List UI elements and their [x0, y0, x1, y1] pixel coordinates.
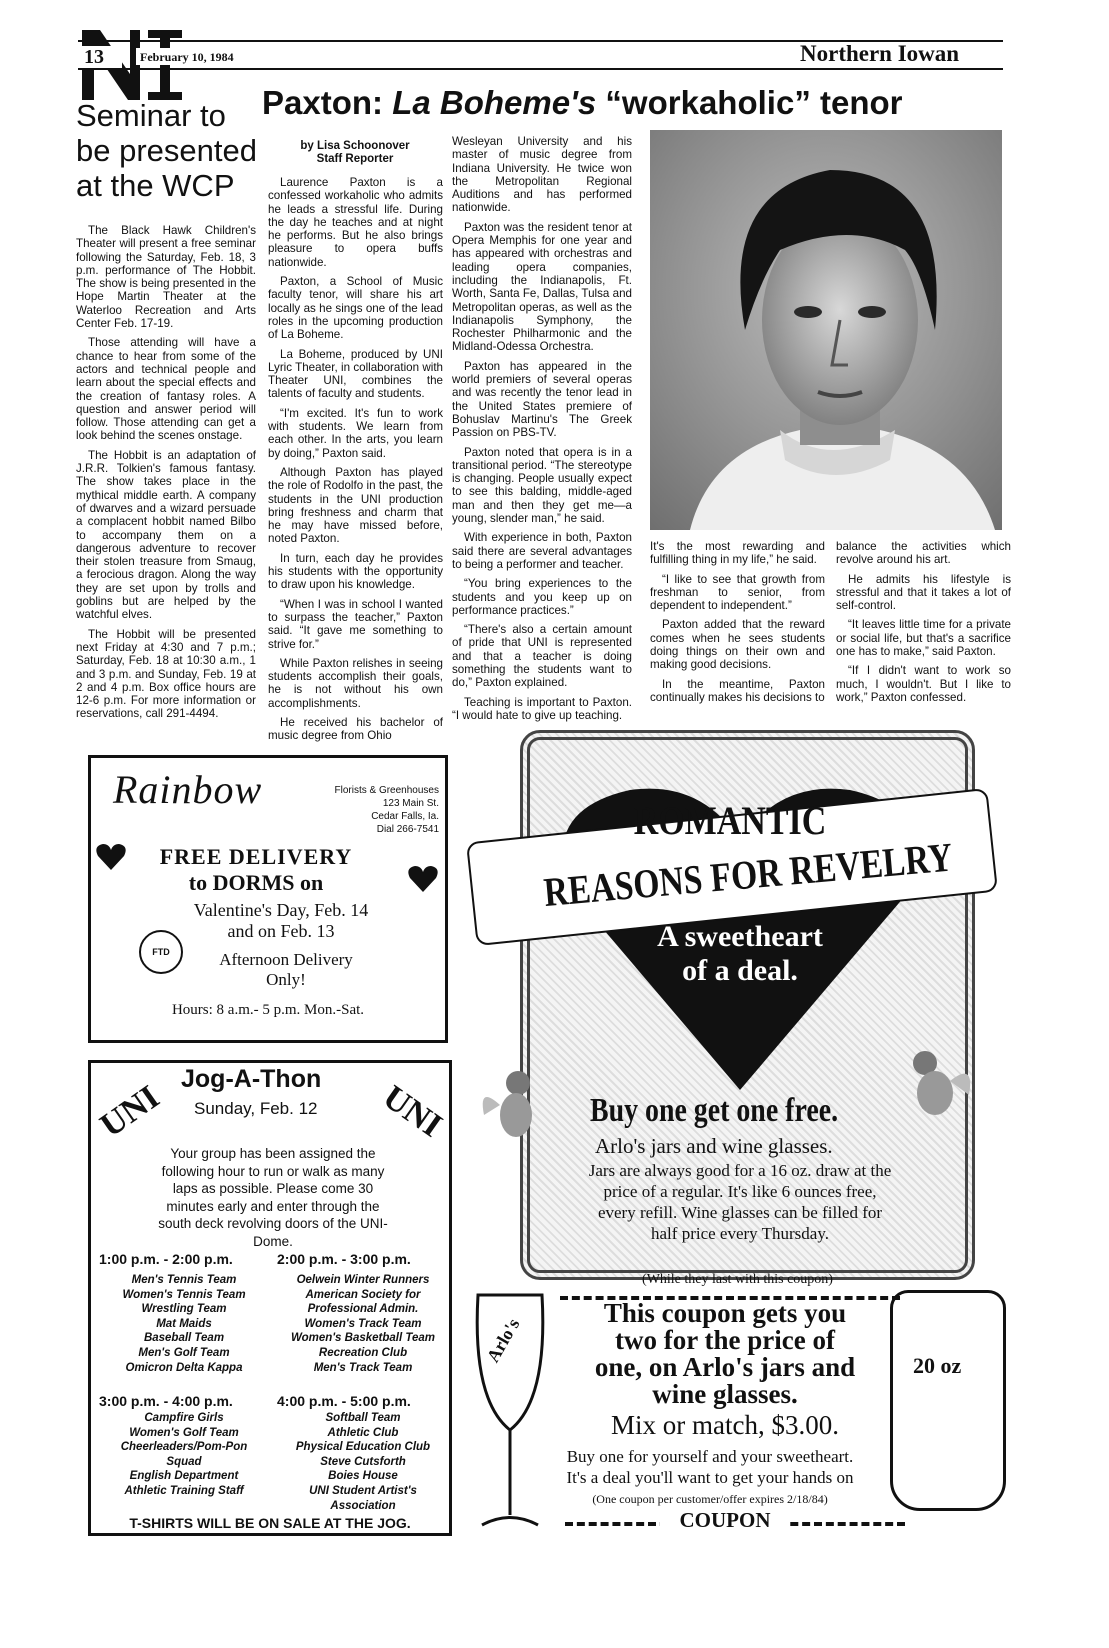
coupon-line: two for the price of — [615, 1325, 835, 1355]
paxton-col-2 — [452, 135, 632, 728]
list-item: Recreation Club — [318, 1346, 408, 1359]
list-item: Women's Basketball Team — [291, 1332, 435, 1345]
address: 123 Main St. — [382, 798, 439, 809]
heart-vine-right-icon — [407, 864, 439, 894]
list-item: Men's Tennis Team — [131, 1274, 237, 1286]
glass-label: Arlo's — [482, 1314, 524, 1366]
rainbow-address — [335, 784, 440, 836]
list-item: Cheerleaders/Pom-Pon — [120, 1441, 248, 1454]
body-line: every refill. Wine glasses can be filled for — [597, 1203, 883, 1222]
paragraph: “I like to see that growth from freshman to senior, from dependent to independent.” — [650, 572, 825, 613]
list-item: Women's Golf Team — [129, 1426, 239, 1439]
paragraph: With experience in both, Paxton said there are several advantages to being a performer and teacher. — [452, 531, 632, 571]
paragraph: La Boheme, produced by UNI Lyric Theater, in collaboration with Theater UNI, combines the talents of faculty and students. — [268, 347, 443, 401]
jog-intro: Your group has been assigned the following hour to run or walk as many laps as possible. Please come 30 minutes early and enter through the south deck revolving doors of the UNI-Dome. — [158, 1146, 388, 1249]
jog-title: Jog-A-Thon — [181, 1065, 322, 1093]
list-item: English Department — [129, 1470, 239, 1483]
heart-vine-left-icon — [95, 842, 127, 872]
list-item: Squad — [166, 1455, 202, 1468]
jog-date: Sunday, Feb. 12 — [194, 1099, 318, 1118]
paragraph: Wesleyan University and his master of music degree from Indiana University. He twice won the Metropolitan Regional Auditions and has performed nationwide. — [452, 135, 632, 215]
rainbow-florist-ad — [88, 755, 448, 1043]
arlos-offer: Buy one get one free. — [590, 1092, 839, 1129]
paragraph: Teaching is important to Paxton. “I would hate to give up teaching. — [452, 695, 632, 722]
list-item: Athletic Training Staff — [124, 1484, 244, 1497]
arlos-subhead: Arlo's jars and wine glasses. — [595, 1134, 833, 1158]
list-item: Association — [330, 1499, 396, 1512]
paragraph: The Black Hawk Children's Theater will present a free seminar following the Saturday, Feb. 18, 3 p.m. performance of The Hobbit. The show is being presented in the Hope Martin Theater at the Waterloo Recreation and Arts Center Feb. 17-19. — [76, 224, 256, 331]
coupon-pitch — [525, 1446, 895, 1488]
list-item: Women's Tennis Team — [122, 1288, 246, 1301]
header-rule-bottom — [78, 68, 1003, 70]
list-item: Men's Track Team — [313, 1361, 413, 1374]
issue-date: February 10, 1984 — [140, 50, 234, 64]
offer-line: to DORMS on — [188, 870, 324, 895]
list-item: Boies House — [328, 1470, 398, 1483]
page-number: 13 — [84, 46, 104, 68]
paragraph: “You bring experiences to the students and you keep up on performance practices.” — [452, 577, 632, 617]
coupon-terms: (One coupon per customer/offer expires 2/18/84) — [592, 1492, 828, 1506]
paragraph: “It leaves little time for a private or social life, but that's a sacrifice one has to make,” said Paxton. — [836, 618, 1011, 659]
paragraph: Paxton, a School of Music faculty tenor, will share his art locally as he sings one of the lead roles in the upcoming production of La Boheme. — [268, 275, 443, 342]
paragraph: “If I didn't want to work so much, I wouldn't. But I like to work,” Paxton confessed. — [836, 664, 1011, 704]
list-item: Women's Track Team — [304, 1317, 422, 1330]
byline — [265, 140, 445, 166]
paragraph: It's the most rewarding and fulfilling thing in my life,” he said. — [650, 540, 825, 567]
pitch-line: Buy one for yourself and your sweetheart. — [566, 1447, 854, 1466]
paragraph: Paxton added that the reward comes when he sees students doing things on their own and making good decisions. — [650, 618, 825, 672]
byline-author: by Lisa Schoonover — [300, 140, 410, 152]
list-item: Baseball Team — [143, 1332, 225, 1345]
list-item: Oelwein Winter Runners — [296, 1274, 430, 1286]
coupon-line: one, on Arlo's jars and — [594, 1352, 856, 1382]
byline-title: Staff Reporter — [316, 153, 394, 165]
paragraph: “I'm excited. It's fun to work with students. We learn from each other. In the arts, you learn by doing,” Paxton said. — [268, 406, 443, 460]
city: Cedar Falls, Ia. — [371, 811, 439, 822]
body-line: Jars are always good for a 16 oz. draw at the — [588, 1161, 892, 1180]
ftd-seal — [139, 930, 183, 974]
paragraph: In the meantime, Paxton continually makes his decisions to — [650, 677, 825, 704]
list-item: Men's Golf Team — [138, 1346, 230, 1359]
cherub-right-icon — [895, 1045, 975, 1125]
paragraph: Paxton noted that opera is in a transitional period. “The stereotype is changing. People usually expect to see this balding, middle-aged man and then they get me—a young, slender man,” he said. — [452, 445, 632, 526]
paragraph: Laurence Paxton is a confessed workaholic who admits he leads a stressful life. During the day he teaches and at night he performs. But he also brings pleasure to opera buffs nationwide. — [268, 176, 443, 269]
slot-time: 3:00 p.m. - 4:00 p.m. — [99, 1393, 233, 1409]
paragraph: While Paxton relishes in seeing students accomplish their goals, he is not without his own accomplishments. — [268, 656, 443, 710]
body-line: half price every Thursday. — [651, 1224, 829, 1243]
offer-line: Only! — [266, 970, 306, 989]
heart-line: A sweetheart — [657, 920, 823, 953]
jar-label: 20 oz — [913, 1353, 962, 1378]
paragraph: Those attending will have a chance to hear from some of the actors and technical people and learn about the special effects and the creation of fantasy roles. A question and answer period will follow. Those attending can get a look behind the scenes onstage. — [76, 336, 256, 443]
jog-a-thon-ad — [88, 1060, 452, 1536]
heart-text — [600, 920, 880, 988]
headline-part: Paxton: — [262, 84, 393, 121]
seminar-body — [76, 224, 256, 727]
headline-part: “workaholic” tenor — [596, 84, 903, 121]
paragraph: The Hobbit will be presented next Friday at 4:30 and 7 p.m.; Saturday, Feb. 18 at 10:30 a.m., 1 and 3 p.m. and Sunday, Feb. 19 at 2 and 4 p.m. Box office hours are 12-6 p.m. For more information or reservations, call 291-4494. — [76, 627, 256, 721]
uni-logo-right: UNI — [375, 1078, 449, 1145]
seminar-headline: Seminar to be presented at the WCP — [76, 98, 257, 203]
coupon-line: wine glasses. — [652, 1379, 798, 1409]
coupon-label: COUPON — [660, 1508, 790, 1533]
jog-slot-3 — [99, 1393, 269, 1499]
paper-name: Northern Iowan — [800, 41, 960, 66]
arlos-ad — [470, 730, 1005, 1560]
paragraph: In turn, each day he provides his students with the opportunity to draw upon his knowledge. — [268, 551, 443, 592]
slot-time: 2:00 p.m. - 3:00 p.m. — [277, 1251, 411, 1267]
jog-slot-2 — [277, 1251, 449, 1375]
paxton-headline — [262, 84, 902, 122]
offer-line: Afternoon Delivery — [219, 950, 353, 969]
list-item: Professional Admin. — [307, 1303, 419, 1316]
paxton-col-3 — [650, 540, 825, 710]
list-item: American Society for — [305, 1288, 421, 1301]
uni-logo-left: UNI — [93, 1078, 167, 1145]
paragraph: He received his bachelor of music degree from Ohio — [268, 715, 443, 743]
jog-slot-4 — [277, 1393, 449, 1513]
headline-italic: La Boheme's — [392, 84, 597, 121]
while-they-last: (While they last with this coupon) — [642, 1272, 833, 1287]
pitch-line: It's a deal you'll want to get your hands on — [566, 1468, 854, 1487]
portrait-image — [650, 130, 1002, 530]
slot-time: 1:00 p.m. - 2:00 p.m. — [99, 1251, 233, 1267]
coupon-price: Mix or match, $3.00. — [611, 1410, 839, 1440]
cherub-left-icon — [478, 1065, 548, 1145]
list-item: Softball Team — [325, 1412, 401, 1424]
paragraph: The Hobbit is an adaptation of J.R.R. Tolkien's famous fantasy. The show takes place in the mythical middle earth. A company of dwarves and a wizard persuade a complacent hobbit named Bilbo to accompany them on a dangerous adventure to recover their stolen treasure from Smaug, a ferocious dragon. Along the way they are set upon by trolls and goblins but are helped by the watchful elves. — [76, 448, 256, 622]
jog-slot-1 — [99, 1251, 269, 1375]
seal-text: FTD — [152, 947, 170, 957]
list-item: Mat Maids — [156, 1317, 212, 1330]
arlos-body — [530, 1160, 950, 1244]
paxton-photo — [650, 130, 1002, 530]
paxton-col-4 — [836, 540, 1011, 710]
coupon-text — [555, 1300, 895, 1408]
paxton-col-1 — [268, 176, 443, 749]
banner-reasons: REASONS FOR REVELRY — [541, 833, 955, 916]
offer-line: and on Feb. 13 — [227, 921, 335, 941]
slot-groups — [277, 1411, 449, 1513]
offer-line: FREE DELIVERY — [159, 844, 353, 869]
slot-groups — [99, 1273, 269, 1375]
slot-groups — [277, 1273, 449, 1375]
list-item: Athletic Club — [327, 1426, 399, 1439]
banner-romantic: ROMANTIC — [633, 798, 827, 843]
paragraph: balance the activities which revolve around his art. — [836, 540, 1011, 567]
rainbow-hours: Hours: 8 a.m.- 5 p.m. Mon.-Sat. — [171, 1002, 365, 1018]
list-item: Steve Cutsforth — [320, 1455, 406, 1468]
paragraph: “There's also a certain amount of pride that UNI is represented and that a teacher is doing something the students want to do,” Paxton explained. — [452, 623, 632, 690]
tagline: Florists & Greenhouses — [334, 785, 439, 796]
slot-groups — [99, 1411, 269, 1499]
list-item: UNI Student Artist's — [309, 1484, 417, 1497]
list-item: Campfire Girls — [144, 1412, 224, 1424]
phone: Dial 266-7541 — [376, 824, 439, 835]
rainbow-logo: Rainbow — [113, 767, 263, 812]
list-item: Wrestling Team — [141, 1303, 227, 1316]
offer-line: Valentine's Day, Feb. 14 — [193, 900, 369, 920]
slot-time: 4:00 p.m. - 5:00 p.m. — [277, 1393, 411, 1409]
heart-line: of a deal. — [682, 954, 798, 987]
jog-footer: T-SHIRTS WILL BE ON SALE AT THE JOG. — [129, 1515, 411, 1531]
list-item: Physical Education Club — [295, 1441, 431, 1454]
jar-icon — [890, 1290, 1006, 1511]
paragraph: Although Paxton has played the role of Rodolfo in the past, the students in the UNI production bring freshness and charm that he may have missed before, noted Paxton. — [268, 465, 443, 546]
coupon-line: This coupon gets you — [603, 1298, 847, 1328]
paragraph: Paxton was the resident tenor at Opera Memphis for one year and has appeared with orchestras and leading opera companies, including the Indianapolis, Ft. Worth, Santa Fe, Dallas, Tulsa and Metropolitan operas, as well as the Indianapolis Symphony, the Rochester Philharmonic and the Midland-Odessa Orchestra. — [452, 220, 632, 354]
paragraph: He admits his lifestyle is stressful and that it takes a lot of self-control. — [836, 572, 1011, 613]
body-line: price of a regular. It's like 6 ounces free, — [603, 1182, 877, 1201]
paragraph: Paxton has appeared in the world premiers of several operas and was recently the tenor lead in the United States premiere of Bohuslav Martinu's The Greek Passion on PBS-TV. — [452, 359, 632, 440]
paragraph: “When I was in school I wanted to surpass the teacher,” Paxton said. “It gave me something to strive for.” — [268, 597, 443, 651]
list-item: Omicron Delta Kappa — [125, 1361, 243, 1374]
